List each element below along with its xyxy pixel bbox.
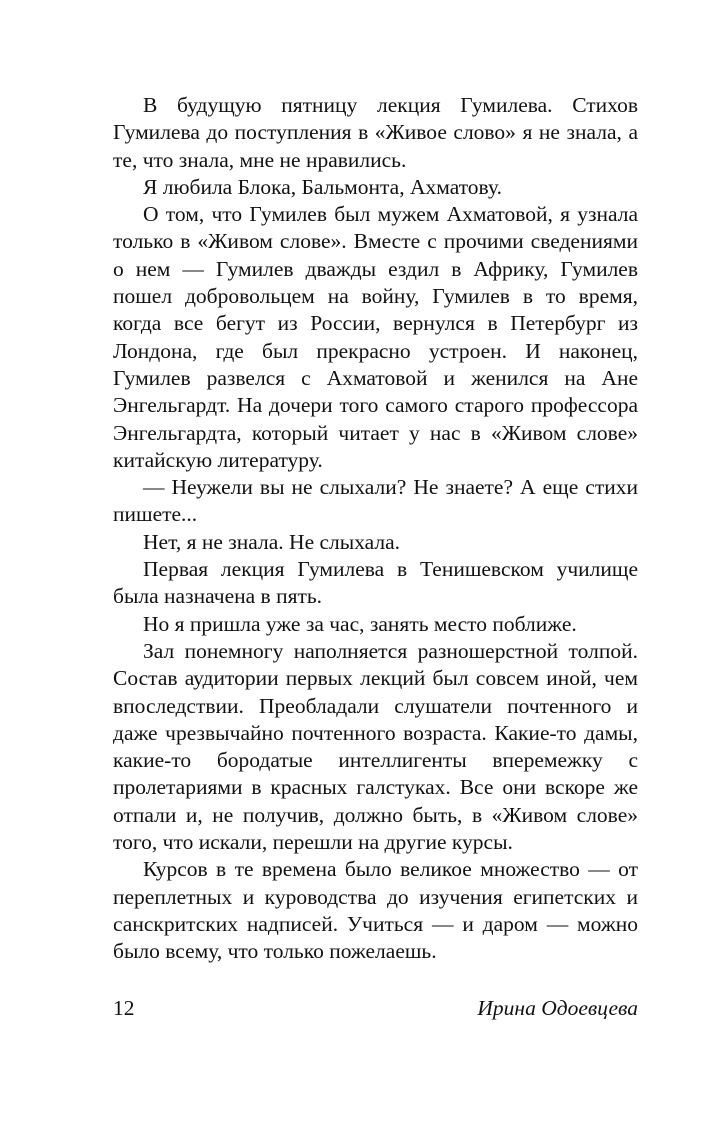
running-author: Ирина Одоевцева	[477, 996, 638, 1020]
body-text	[113, 92, 638, 966]
paragraph: Я любила Блока, Бальмонта, Ахматову.	[143, 174, 502, 199]
paragraph: В будущую пятницу лекция Гумилева. Стихов Гумилева до поступления в «Живое слово» я не знала, а те, что знала, мне не нравились.	[113, 93, 638, 172]
paragraph: — Неужели вы не слыхали? Не знаете? А еще стихи пишете...	[113, 475, 638, 527]
paragraph: Но я пришла уже за час, занять место поближе.	[143, 611, 577, 636]
page-number: 12	[113, 996, 135, 1020]
paragraph: Зал понемногу наполняется разношерстной толпой. Состав аудитории первых лекций был совсем иной, чем впоследствии. Преобладали слушатели почтенного и даже чрезвычайно почтенного возраста. Какие-то дамы, какие-то бородатые интеллигенты вперемежку с пролетариями в красных галстуках. Все они вскоре же отпали и, не получив, должно быть, в «Живом слове» того, что искали, перешли на другие курсы.	[113, 638, 638, 855]
page-footer	[113, 996, 638, 1021]
paragraph: Курсов в те времена было великое множество — от переплетных и куроводства до изучения египетских и санскритских надписей. Учиться — и даром — можно было всему, что только пожелаешь.	[113, 857, 638, 964]
paragraph: Первая лекция Гумилева в Тенишевском училище была назначена в пять.	[113, 557, 638, 609]
paragraph: О том, что Гумилев был мужем Ахматовой, я узнала только в «Живом слове». Вместе с прочими сведениями о нем — Гумилев дважды ездил в Африку, Гумилев пошел добровольцем на войну, Гумилев в то время, когда все бегут из России, вернулся в Петербург из Лондона, где был прекрасно устроен. И наконец, Гумилев развелся с Ахматовой и женился на Ане Энгельгардт. На дочери того самого старого профессора Энгельгардта, который читает у нас в «Живом слове» китайскую литературу.	[113, 202, 638, 472]
paragraph: Нет, я не знала. Не слыхала.	[143, 529, 401, 554]
